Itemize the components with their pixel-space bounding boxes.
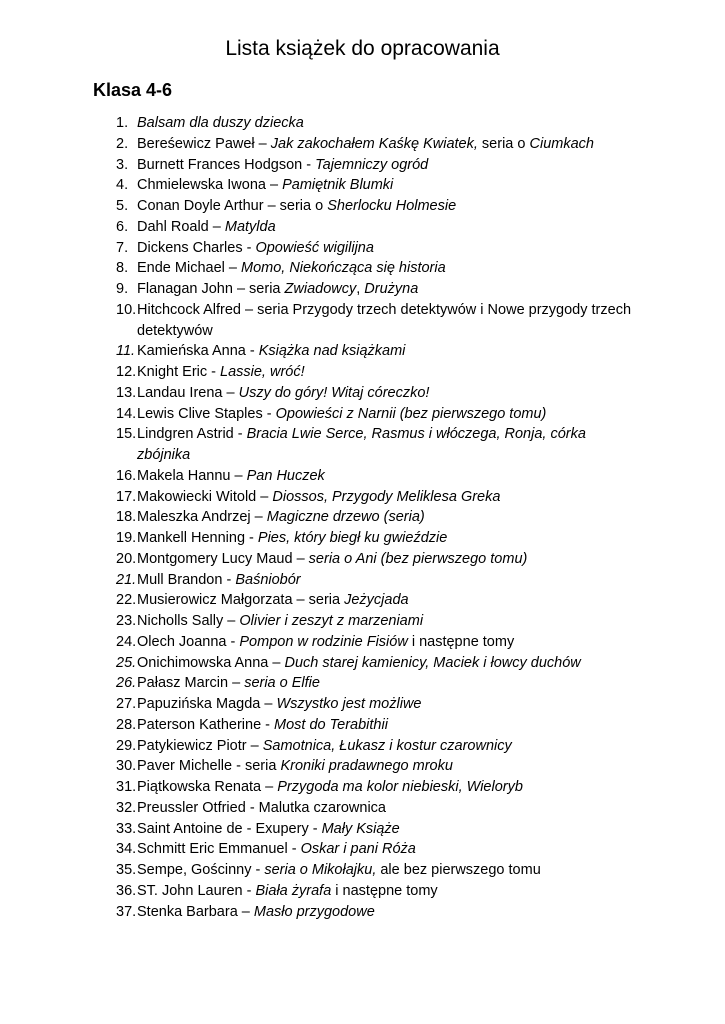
list-item: [0, 279, 725, 300]
author-text: Landau Irena –: [137, 384, 239, 401]
author-text: Preussler Otfried - Malutka czarownica: [137, 799, 386, 816]
list-item: [0, 113, 725, 134]
list-item-number: 12.: [116, 364, 137, 380]
document-title: Lista książek do opracowania: [225, 37, 500, 60]
list-item-number: 5.: [116, 198, 129, 214]
list-item-number: 30.: [116, 758, 137, 775]
author-text: Ende Michael –: [137, 260, 241, 277]
book-title-text: Jak zakochałem Kaśkę Kwiatek,: [270, 135, 478, 152]
book-title-text: Opowieść wigilijna: [255, 239, 374, 256]
list-item: [0, 424, 725, 466]
list-item-number: 3.: [116, 156, 129, 173]
author-text: Schmitt Eric Emmanuel -: [137, 841, 301, 858]
book-title-text: Magiczne drzewo (seria): [266, 509, 425, 526]
book-title-text: Lassie, wróć!: [220, 364, 305, 380]
list-item-number: 4.: [116, 177, 129, 194]
author-text: seria o: [477, 135, 530, 152]
book-title-text: Zwiadowcy: [284, 281, 357, 297]
list-item: [0, 341, 725, 362]
book-title-text: Przygoda ma kolor niebieski, Wieloryb: [277, 779, 523, 795]
author-text: Bereśewicz Paweł –: [137, 135, 271, 152]
book-title-text: Uszy do góry! Witaj córeczko!: [238, 384, 430, 401]
author-text: Olech Joanna -: [137, 633, 240, 650]
author-text: Piątkowska Renata –: [137, 779, 278, 795]
list-item: [0, 570, 725, 591]
list-item: [0, 175, 725, 196]
list-item-number: 21.: [116, 571, 137, 588]
author-text: Saint Antoine de - Exupery -: [137, 820, 322, 837]
author-text: Dickens Charles -: [137, 239, 256, 256]
list-item: [0, 715, 725, 736]
list-item-number: 2.: [116, 135, 129, 152]
author-text: ale bez pierwszego tomu: [376, 862, 541, 878]
list-item: [0, 819, 725, 840]
list-item: [0, 487, 725, 508]
author-text: Onichimowska Anna –: [137, 654, 285, 671]
list-item: [0, 798, 725, 819]
book-title-text: Pies, który biegł ku gwieździe: [257, 530, 448, 546]
author-text: Mull Brandon -: [137, 571, 236, 588]
author-text: Nicholls Sally –: [137, 613, 240, 629]
book-title-text: Baśniobór: [235, 571, 301, 588]
list-item-number: 7.: [116, 239, 129, 256]
author-text: Pałasz Marcin –: [137, 675, 245, 692]
book-title-text: Most do Terabithii: [274, 716, 388, 733]
list-item: [0, 694, 725, 715]
list-item-number: 16.: [116, 467, 137, 484]
book-title-text: Pompon w rodzinie Fisiów: [239, 633, 408, 650]
list-item-number: 6.: [116, 218, 129, 235]
list-item: [0, 362, 725, 383]
list-item-number: 35.: [116, 862, 137, 878]
book-title-text: Drużyna: [364, 281, 419, 297]
list-item-number: 20.: [116, 550, 137, 567]
author-text: Musierowicz Małgorzata – seria: [137, 592, 345, 609]
list-item: [0, 217, 725, 238]
author-text: Knight Eric -: [137, 364, 220, 380]
book-title-text: Pamiętnik Blumki: [282, 177, 394, 194]
list-item-number: 11.: [116, 343, 136, 360]
book-title-text: seria o Mikołajku,: [264, 862, 377, 878]
list-item-number: 24.: [116, 633, 137, 650]
author-text: i następne tomy: [331, 882, 438, 899]
author-text: Paver Michelle - seria: [137, 758, 281, 775]
list-item-number: 33.: [116, 820, 137, 837]
book-title-text: Biała żyrafa: [255, 882, 332, 899]
list-item-number: 13.: [116, 384, 137, 401]
list-item-number: 1.: [116, 115, 129, 131]
author-text: Lindgren Astrid -: [137, 426, 247, 443]
list-item: [0, 528, 725, 549]
book-title-text: Mały Książe: [321, 820, 400, 837]
list-item-number: 15.: [116, 426, 137, 443]
list-item-number: 25.: [116, 654, 137, 671]
author-text: ,: [356, 281, 365, 297]
book-title-text: Oskar i pani Róża: [300, 841, 416, 858]
list-item: [0, 196, 725, 217]
list-item-number: 9.: [116, 281, 129, 297]
author-text: Lewis Clive Staples -: [137, 405, 276, 422]
list-item: [0, 155, 725, 176]
book-title-text: Momo, Niekończąca się historia: [240, 260, 446, 277]
book-title-text: Samotnica, Łukasz i kostur czarownicy: [262, 737, 512, 754]
author-text: Dahl Roald –: [137, 218, 225, 235]
list-item-number: 26.: [116, 675, 137, 692]
author-text: Makela Hannu –: [137, 467, 247, 484]
list-item: [0, 860, 725, 881]
list-item-number: 36.: [116, 882, 137, 899]
author-text: i następne tomy: [407, 633, 515, 650]
list-item-number: 31.: [116, 779, 137, 795]
list-item-number: 32.: [116, 799, 137, 816]
list-item: [0, 258, 725, 279]
list-item: [0, 590, 725, 611]
author-text: Makowiecki Witold –: [137, 488, 273, 505]
list-item: [0, 507, 725, 528]
list-item: [0, 902, 725, 923]
book-title-text: Bracia Lwie Serce, Rasmus i włóczega, Ronja, córka zbójnika: [137, 426, 586, 463]
author-text: Papuzińska Magda –: [137, 696, 277, 712]
author-text: Paterson Katherine -: [137, 716, 275, 733]
book-list: [0, 113, 725, 922]
author-text: Maleszka Andrzej –: [137, 509, 267, 526]
author-text: Kamieńska Anna -: [137, 343, 259, 360]
list-item: [0, 466, 725, 487]
author-text: Burnett Frances Hodgson -: [137, 156, 316, 173]
list-item-number: 10.: [116, 301, 137, 318]
list-item-number: 28.: [116, 716, 137, 733]
list-item-number: 14.: [116, 405, 137, 422]
list-item: [0, 404, 725, 425]
book-title-text: Sherlocku Holmesie: [327, 198, 457, 214]
book-title-text: Opowieści z Narnii (bez pierwszego tomu): [275, 405, 547, 422]
list-item-number: 29.: [116, 737, 137, 754]
list-item-number: 8.: [116, 260, 129, 277]
author-text: Sempe, Gościnny -: [137, 862, 265, 878]
list-item: [0, 134, 725, 155]
book-title-text: Diossos, Przygody Meliklesa Greka: [272, 488, 501, 505]
book-title-text: Duch starej kamienicy, Maciek i łowcy duchów: [284, 654, 581, 671]
book-title-text: seria o Elfie: [244, 675, 320, 692]
author-text: Montgomery Lucy Maud –: [137, 550, 309, 567]
author-text: Patykiewicz Piotr –: [137, 737, 263, 754]
list-item-number: 17.: [116, 488, 137, 505]
author-text: Conan Doyle Arthur – seria o: [137, 198, 328, 214]
list-item: [0, 300, 725, 342]
book-title-text: Masło przygodowe: [253, 903, 375, 920]
author-text: ST. John Lauren -: [137, 882, 256, 899]
author-text: Flanagan John – seria: [137, 281, 285, 297]
author-text: Mankell Henning -: [137, 530, 258, 546]
book-title-text: Olivier i zeszyt z marzeniami: [239, 613, 424, 629]
list-item: [0, 383, 725, 404]
author-text: Hitchcock Alfred – seria Przygody trzech detektywów i Nowe przygody trzech detektywów: [137, 301, 632, 339]
list-item: [0, 549, 725, 570]
list-item-number: 18.: [116, 509, 137, 526]
list-item: [0, 756, 725, 777]
book-title-text: Książka nad książkami: [258, 343, 406, 360]
list-item: [0, 611, 725, 632]
list-item: [0, 238, 725, 259]
list-item-number: 34.: [116, 841, 137, 858]
list-item-number: 19.: [116, 530, 137, 546]
list-item-number: 23.: [116, 613, 137, 629]
list-item: [0, 839, 725, 860]
book-title-text: seria o Ani (bez pierwszego tomu): [308, 550, 528, 567]
section-heading: Klasa 4-6: [93, 80, 173, 100]
list-item-number: 37.: [116, 903, 137, 920]
book-title-text: Jeżycjada: [344, 592, 409, 609]
list-item: [0, 777, 725, 798]
list-item: [0, 673, 725, 694]
book-title-text: Tajemniczy ogród: [315, 156, 429, 173]
book-title-text: Pan Huczek: [246, 467, 325, 484]
list-item: [0, 653, 725, 674]
author-text: Chmielewska Iwona –: [137, 177, 283, 194]
list-item: [0, 632, 725, 653]
author-text: Stenka Barbara –: [137, 903, 254, 920]
list-item: [0, 881, 725, 902]
book-title-text: Wszystko jest możliwe: [276, 696, 422, 712]
book-title-text: Ciumkach: [529, 135, 594, 152]
book-title-text: Kroniki pradawnego mroku: [280, 758, 453, 775]
book-title-text: Balsam dla duszy dziecka: [137, 115, 304, 131]
list-item: [0, 736, 725, 757]
list-item-number: 27.: [116, 696, 137, 712]
list-item-number: 22.: [116, 592, 137, 609]
book-title-text: Matylda: [224, 218, 276, 235]
